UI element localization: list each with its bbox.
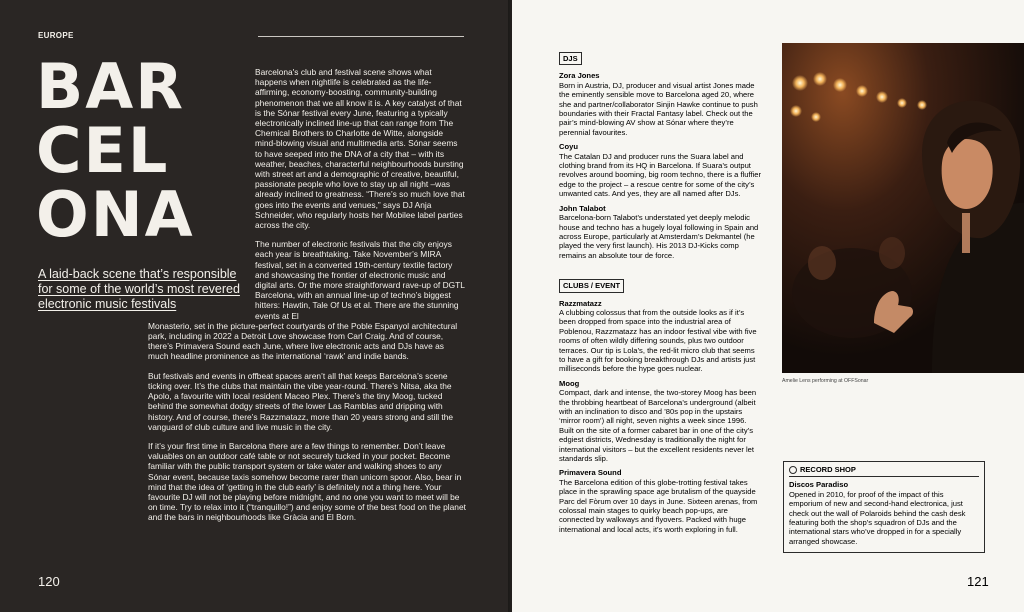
club-desc: Compact, dark and intense, the two-storey Moog has been the throbbing heartbeat of Barcelona’s underground (albeit with an inclination to disco and ’80s pop in the upstairs ‘mirror room’) all night, seven nights a week since 1996. Built on the site of a former cabaret bar in one of the city’s edgiest districts, Wednesday is traditionally the night for international visitors – but the excellent residents never let standards slip. [559,388,757,464]
page-number-right: 121 [967,574,989,589]
paragraph-1: Barcelona's club and festival scene shows what happens when nightlife is celebrated as the life-affirming, economy-boosting, community-building phenomenon that we all know it is. A key catalyst of that is the Sónar festival every June, featuring a typically electronically inclined line-up that can range from The Chemical Brothers to Charlotte de Witte, alongside mind-blowing visual and multimedia arts. Sónar seems to have seeped into the DNA of a city that – with its weather, beaches, characterful neighbourhoods bursting with street art and a demographic of creative, beautiful, passionate people who love to stay up all night –was already inclined to greatness. “There’s so much love that goes into the events and venues,” says DJ Anja Schneider, who regularly hosts her Mobilee label parties across the city. [255,67,465,231]
title-line-1: BAR [36,50,185,123]
header-rule [258,36,464,37]
record-shop-name: Discos Paradiso [789,480,849,490]
title-line-3: ONA [36,178,195,251]
record-shop-box [783,461,985,553]
club-desc: The Barcelona edition of this globe-trotting festival takes place in the sprawling space age brutalism of the quayside Parc del Fòrum over 10 days in June. Sixteen arenas, from colossal main stages to quirky beach pop-ups, are connected by walkways and flyovers. Packed with huge international and local acts, it’s worth exploring in full. [559,477,758,534]
listings-column [559,52,763,539]
page-number-left: 120 [38,574,60,589]
dj-name: Coyu [559,142,578,152]
dj-entry [559,71,763,137]
dj-desc: Barcelona-born Talabot’s understated yet deeply melodic house and techno has a hugely loyal following in Spain and across Europe, particularly at Amsterdam’s Dekmantel (he played the very first launch). His 2013 DJ-Kicks comp remains an absolute tour de force. [559,213,759,260]
clubs-label: CLUBS / EVENT [559,279,624,292]
record-shop-desc: Opened in 2010, for proof of the impact of this emporium of new and second-hand electronica, just check out the wall of Polaroids behind the cash desk featuring both the shop’s squadron of DJs and the international stars who’ve dropped in for a specially arranged showcase. [789,489,966,546]
article-body [148,67,466,532]
section-label: EUROPE [38,31,74,40]
club-entry [559,468,763,534]
dj-performance-photo [782,43,1024,373]
dj-entry [559,204,763,260]
club-name: Razzmatazz [559,298,602,308]
dj-desc: Born in Austria, DJ, producer and visual artist Jones made the eminently sensible move to Barcelona aged 20, where she and partner/collaborator Sinjin Hawke continue to push boundaries with their Fractal Fantasy label. Check out the pair’s mind-blowing AV show at Sónar where they’re perennial favourites. [559,80,758,137]
club-name: Primavera Sound [559,468,622,478]
dj-entry [559,142,763,198]
club-entry [559,379,763,464]
paragraph-4: If it’s your first time in Barcelona there are a few things to remember. Don’t leave valuables on an outdoor café table or not securely tucked in your pocket. Become familiar with the public transport system or take water and walking shoes to any Sónar event, because taxis somehow become rarer than unicorn spoor. Also, bear in mind that the idea of ‘getting in the club early’ is definitely not a thing here. Your favourite DJ will not be playing before midnight, and no one you want to meet will be on time. Try to relax into it (“tranquillo!”) and enjoy some of the best food on the planet and the bars in neighbourhoods like Gràcia and El Born. [148,440,466,523]
record-icon [789,466,797,474]
title-line-2: CEL [36,114,170,187]
dj-name: John Talabot [559,203,606,213]
djs-label: DJS [559,52,582,65]
paragraph-2-inset: The number of electronic festivals that the city enjoys each year is breathtaking. Take November’s MIRA festival, set in a converted 19th-century textile factory and showcasing the frontier of electronic music and digital arts. Or the more straightforward rave-up of DGTL Barcelona, with an annual line-up of techno’s biggest hitters: Hawtin, Tale Of Us et al. There are the stunning events at El [255,239,465,321]
subtitle: A laid-back scene that’s responsible for some of the world’s most revered electronic music festivals [38,267,240,311]
photo-caption: Amelie Lens performing at OFFSonar [782,378,869,384]
record-shop-header [789,465,979,477]
club-entry [559,299,763,374]
club-name: Moog [559,378,580,388]
club-desc: A clubbing colossus that from the outside looks as if it’s been dropped from space into the industrial area of Poblenou, Razzmatazz has an indoor festival vibe with five rooms of often wildly differing sounds, plus two outdoor terraces. Our tip is Lola’s, the red-lit micro club that seems to have a gift for booking breakthrough DJs and artists just milliseconds before the hype goes nuclear. [559,307,757,374]
dj-desc: The Catalan DJ and producer runs the Suara label and clothing brand from its HQ in Barcelona. If Suara’s output revolves around booming, big room techno, there is a fluffier edge to the project – a rescue centre for some of the city’s unwanted cats. And yes, they are all named after DJs. [559,151,762,199]
dj-name: Zora Jones [559,71,600,81]
paragraph-3: But festivals and events in offbeat spaces aren’t all that keeps Barcelona’s scene ticking over. It’s the clubs that maintain the vibe year-round. There’s Nitsa, aka the Apolo, a favourite with local resident Maceo Plex. There’s the tiny Moog, tucked behind the somewhat dodgy streets of the lower Las Ramblas and dripping with history. And of course, there’s Razzmatazz, more than 20 years strong and still the vanguard of club culture and live music in the city. [148,370,454,432]
record-shop-label: RECORD SHOP [800,465,856,474]
paragraph-2-continued: Monasterio, set in the picture-perfect courtyards of the Poble Espanyol architectural park, including in 2022 a Detroit Love showcase from Carl Craig. And of course, there’s Primavera Sound each June, where live electronic acts and DJs have as much headline prominence as the international ‘rawk’ and indie bands. [148,320,458,362]
